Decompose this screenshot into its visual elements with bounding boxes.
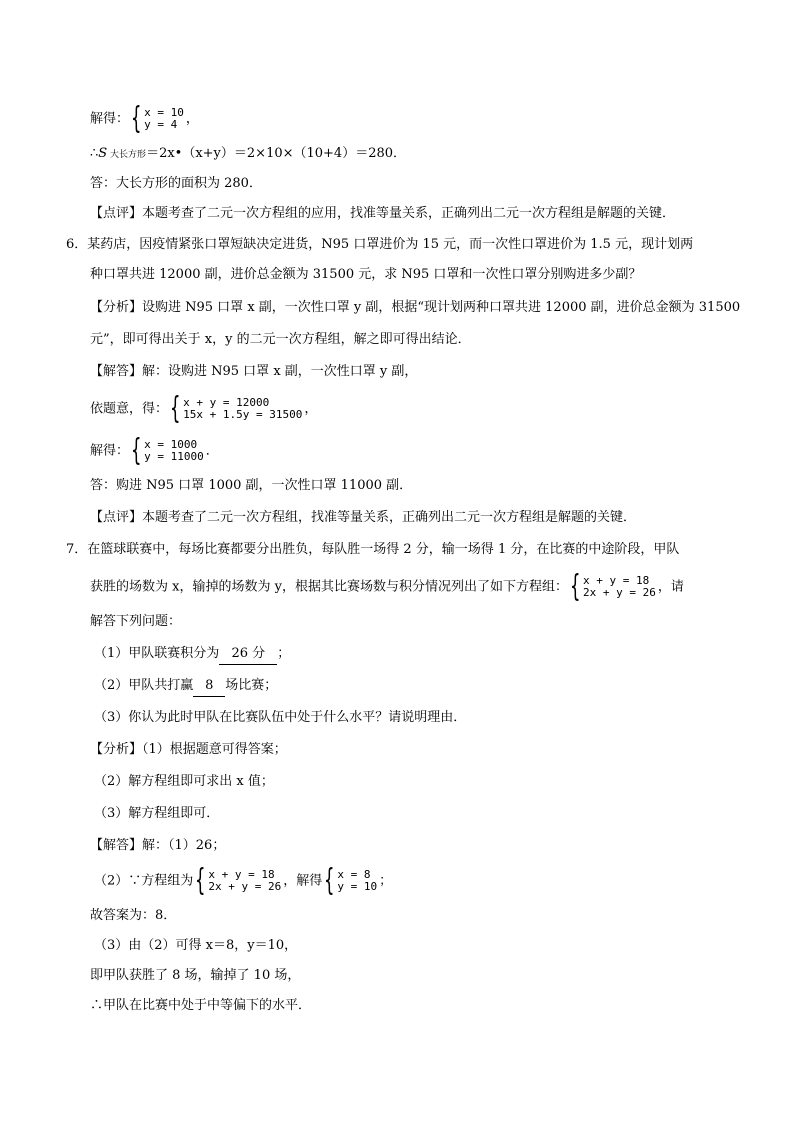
q6-answer-line: 答：购进 N95 口罩 1000 副，一次性口罩 11000 副． — [90, 478, 413, 493]
text: 依题意，得： — [90, 401, 169, 417]
question-7-line-2 — [90, 569, 684, 604]
equation: 2x + y = 26 — [583, 586, 656, 599]
area-formula — [90, 144, 406, 165]
q7-part-3: （3）你认为此时甲队在比赛队伍中处于什么水平？请说明理由． — [94, 710, 467, 725]
q7-solution-line-3: 故答案为：8． — [90, 908, 177, 923]
expression: ＝2x•（x+y）＝2×10×（10+4）＝280． — [146, 146, 407, 161]
text: 解得： — [90, 111, 130, 127]
answer-line: 答：大长方形的面积为 280． — [90, 176, 262, 191]
therefore-symbol: ∴ — [90, 146, 99, 161]
equation-system — [170, 391, 303, 426]
brace: { — [131, 101, 142, 136]
equation: y = 4 — [144, 118, 178, 131]
text: ， — [304, 401, 318, 417]
equation-system — [195, 863, 282, 898]
equation: x + y = 18 — [208, 868, 275, 881]
question-7-line-1: 7．在篮球联赛中，每场比赛都要分出胜负，每队胜一场得 2 分，输一场得 1 分，在比赛的中途阶段，甲队 — [66, 542, 680, 557]
brace: { — [195, 863, 206, 898]
subscript: 大长方形 — [107, 150, 147, 160]
question-7-line-3: 解答下列问题： — [90, 614, 182, 629]
text: ，解得 — [283, 873, 323, 889]
solution-line-1 — [90, 101, 199, 136]
equation: y = 10 — [337, 880, 378, 893]
text: ， — [185, 111, 199, 127]
text: 获胜的场数为 x，输掉的场数为 y，根据其比赛场数与积分情况列出了如下方程组： — [90, 579, 568, 595]
brace: { — [170, 391, 181, 426]
question-6-line-1: 6．某药店，因疫情紧张口罩短缺决定进货，N95 口罩进价为 15 元，而一次性口罩进价为 1.5 元，现计划两 — [66, 237, 694, 252]
brace: { — [324, 863, 335, 898]
q6-solution-result — [90, 433, 219, 468]
q7-analysis-line-2: （2）解方程组即可求出 x 值； — [94, 774, 274, 789]
q6-analysis-line-1: 【分析】设购进 N95 口罩 x 副，一次性口罩 y 副，根据“现计划两种口罩共进 12000 副，进价总金额为 31500 — [90, 300, 741, 315]
q7-solution-line-5: 即甲队获胜了 8 场，输掉了 10 场， — [90, 968, 301, 983]
q7-solution-line-2 — [94, 863, 393, 898]
answer-blank: 26 分 — [219, 644, 277, 665]
equation: x + y = 12000 — [183, 396, 270, 409]
equation: x = 10 — [144, 106, 184, 119]
q6-review-line: 【点评】本题考查了二元一次方程组，找准等量关系，正确列出二元一次方程组是解题的关键． — [90, 510, 637, 525]
q7-part-1 — [94, 644, 290, 665]
q7-analysis-line-1: 【分析】（1）根据题意可得答案； — [90, 742, 287, 757]
q7-solution-line-1: 【解答】解：（1）26； — [90, 838, 226, 853]
review-line: 【点评】本题考查了二元一次方程组的应用，找准等量关系，正确列出二元一次方程组是解题的关键． — [90, 206, 676, 221]
text: （1）甲队联赛积分为 — [94, 646, 220, 661]
q7-solution-line-4: （3）由（2）可得 x＝8，y＝10， — [94, 938, 298, 953]
text: 场比赛； — [225, 678, 278, 693]
question-6-line-2: 种口罩共进 12000 副，进价总金额为 31500 元，求 N95 口罩和一次性口罩分别购进多少副？ — [90, 267, 642, 282]
equation: 15x + 1.5y = 31500 — [183, 408, 303, 421]
answer-blank: 8 — [193, 676, 225, 697]
text: （2）∵方程组为 — [94, 873, 194, 889]
text: ． — [205, 443, 219, 459]
q6-solution-system — [90, 391, 318, 426]
equation: x = 8 — [337, 868, 371, 881]
equation-system — [131, 101, 184, 136]
equation: 2x + y = 26 — [208, 880, 282, 893]
text: ； — [379, 873, 393, 889]
equation-system — [569, 569, 656, 604]
q7-solution-line-6: ∴甲队在比赛中处于中等偏下的水平． — [90, 998, 312, 1013]
text: 解得： — [90, 443, 130, 459]
q7-part-2 — [94, 676, 277, 697]
text: ； — [277, 646, 291, 661]
brace: { — [569, 569, 581, 604]
text: （2）甲队共打赢 — [94, 678, 194, 693]
symbol-s: S — [98, 146, 108, 161]
q7-analysis-line-3: （3）解方程组即可． — [94, 806, 220, 821]
equation: y = 11000 — [144, 450, 204, 463]
q6-solution-line-1: 【解答】解：设购进 N95 口罩 x 副，一次性口罩 y 副， — [90, 364, 418, 379]
equation: x + y = 18 — [583, 574, 650, 587]
equation-system — [324, 863, 378, 898]
q6-analysis-line-2: 元”，即可得出关于 x，y 的二元一次方程组，解之即可得出结论． — [90, 332, 471, 347]
text: ，请 — [657, 579, 684, 595]
brace: { — [131, 433, 142, 468]
equation-system — [131, 433, 204, 468]
equation: x = 1000 — [144, 438, 198, 451]
